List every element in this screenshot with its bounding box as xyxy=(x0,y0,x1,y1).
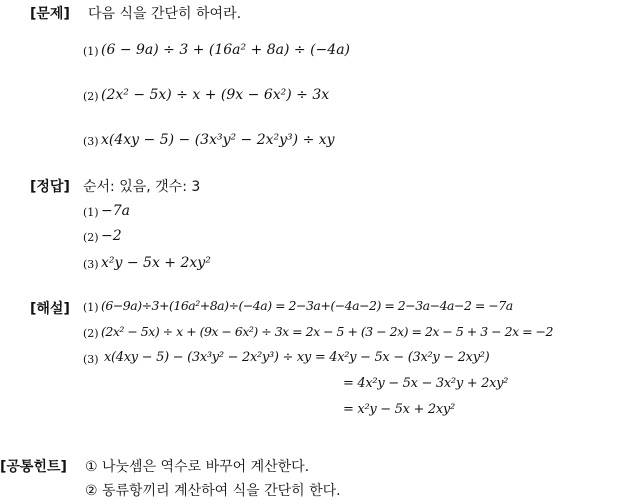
answer-item-number: (1) xyxy=(83,206,99,219)
problem-instruction: 다음 식을 간단히 하여라. xyxy=(88,6,242,22)
solution-line-number: (2) xyxy=(83,327,99,340)
answer-item-expression: −7a xyxy=(101,203,130,219)
answer-item-expression: x²y − 5x + 2xy² xyxy=(101,255,211,271)
solution-line-expression: (6−9a)÷3+(16a²+8a)÷(−4a) = 2−3a+(−4a−2) = 2−3a−4a−2 = −7a xyxy=(101,298,513,313)
problem-item-number: (3) xyxy=(83,135,99,148)
hint-item: ② 동류항끼리 계산하여 식을 간단히 한다. xyxy=(85,483,341,499)
solution-line-expression: = 4x²y − 5x − 3x²y + 2xy² xyxy=(343,376,509,391)
answer-summary: 순서: 있음, 갯수: 3 xyxy=(83,179,201,195)
problem-item-expression: (2x² − 5x) ÷ x + (9x − 6x²) ÷ 3x xyxy=(101,87,330,103)
solution-line-expression: x(4xy − 5) − (3x³y² − 2x²y³) ÷ xy = 4x²y − 5x − (3x²y − 2xy²) xyxy=(104,350,490,365)
answer-tag: [정답] xyxy=(30,179,70,195)
problem-item-number: (1) xyxy=(83,45,99,58)
solution-line-expression: = x²y − 5x + 2xy² xyxy=(343,402,455,417)
answer-item-number: (3) xyxy=(83,258,99,271)
solution-line-number: (3) xyxy=(83,353,99,366)
problem-item-expression: x(4xy − 5) − (3x³y² − 2x²y³) ÷ xy xyxy=(101,132,335,148)
solution-tag: [해설] xyxy=(30,301,70,317)
hint-item: ① 나눗셈은 역수로 바꾸어 계산한다. xyxy=(85,459,310,475)
hint-tag: [공통힌트] xyxy=(0,459,67,475)
answer-item-number: (2) xyxy=(83,231,99,244)
solution-line-number: (1) xyxy=(83,301,99,314)
problem-item-number: (2) xyxy=(83,90,99,103)
answer-item-expression: −2 xyxy=(101,228,122,244)
solution-line-expression: (2x² − 5x) ÷ x + (9x − 6x²) ÷ 3x = 2x − 5 + (3 − 2x) = 2x − 5 + 3 − 2x = −2 xyxy=(101,324,553,339)
problem-item-expression: (6 − 9a) ÷ 3 + (16a² + 8a) ÷ (−4a) xyxy=(101,42,351,58)
problem-tag: [문제] xyxy=(30,6,70,22)
